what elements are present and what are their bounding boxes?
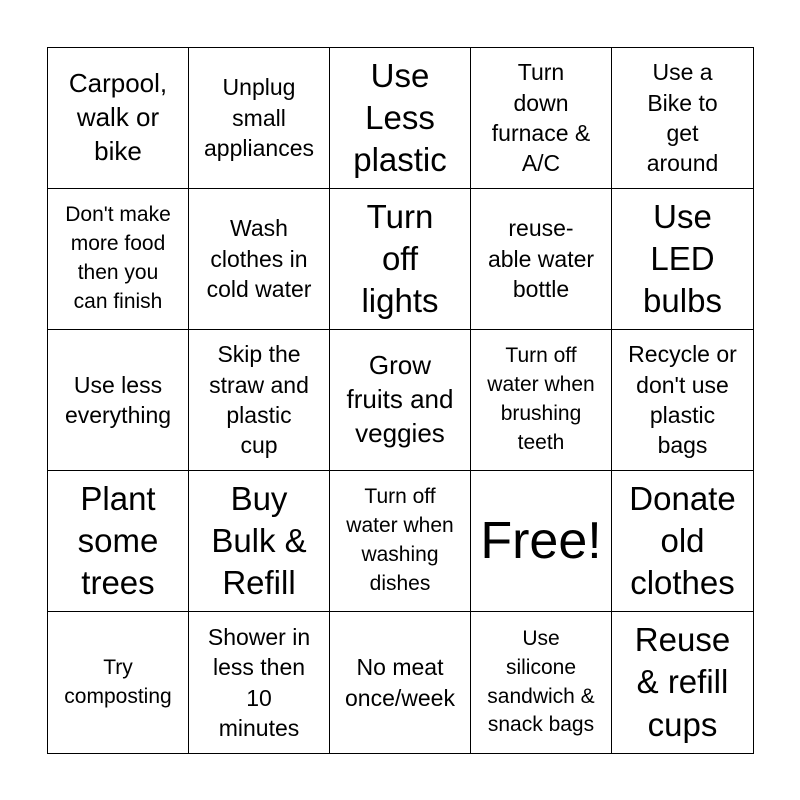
bingo-cell-text: Buy Bulk & Refill: [211, 479, 307, 602]
bingo-cell-text: Don't make more food then you can finish: [65, 203, 171, 313]
bingo-cell-text: Unplug small appliances: [204, 74, 314, 162]
bingo-cell-text: Plant some trees: [77, 479, 159, 602]
bingo-cell-text: reuse- able water bottle: [487, 215, 595, 303]
bingo-cell-text: Use less everything: [64, 371, 172, 428]
bingo-cell[interactable]: [471, 48, 612, 189]
bingo-cell[interactable]: [189, 189, 330, 330]
bingo-cell-text: Turn down furnace & A/C: [491, 59, 591, 177]
bingo-cell[interactable]: [330, 189, 471, 330]
bingo-cell-text: Donate old clothes: [629, 479, 736, 602]
bingo-cell[interactable]: [330, 330, 471, 471]
bingo-cell-text: Use Less plastic: [353, 56, 447, 179]
bingo-cell-text: Carpool, walk or bike: [68, 68, 168, 166]
bingo-cell-text: Use a Bike to get around: [646, 59, 719, 177]
bingo-cell[interactable]: [471, 330, 612, 471]
bingo-cell[interactable]: [189, 330, 330, 471]
bingo-cell[interactable]: [189, 48, 330, 189]
bingo-board: [47, 47, 754, 754]
bingo-cell-text: Skip the straw and plastic cup: [209, 341, 309, 459]
bingo-cell[interactable]: [471, 471, 612, 612]
bingo-cell[interactable]: [48, 48, 189, 189]
bingo-cell[interactable]: [189, 471, 330, 612]
bingo-cell-text: Turn off water when washing dishes: [346, 485, 454, 595]
bingo-cell-text: Use LED bulbs: [643, 197, 722, 320]
bingo-cell-text: Free!: [480, 512, 602, 570]
bingo-cell[interactable]: [471, 189, 612, 330]
bingo-cell-text: Shower in less then 10 minutes: [207, 623, 311, 741]
bingo-cell-text: Grow fruits and veggies: [346, 350, 454, 448]
bingo-cell-text: Reuse & refill cups: [634, 621, 731, 743]
bingo-cell-text: Recycle or don't use plastic bags: [628, 341, 737, 459]
bingo-cell[interactable]: [471, 612, 612, 753]
bingo-cell-text: Wash clothes in cold water: [206, 215, 312, 303]
bingo-cell[interactable]: [612, 48, 753, 189]
bingo-cell[interactable]: [612, 189, 753, 330]
bingo-cell[interactable]: [612, 612, 753, 753]
bingo-cell[interactable]: [612, 471, 753, 612]
bingo-cell-text: Use silicone sandwich & snack bags: [487, 626, 595, 737]
bingo-cell[interactable]: [612, 330, 753, 471]
bingo-cell-text: No meat once/week: [345, 654, 455, 711]
bingo-cell-text: Try composting: [64, 655, 172, 708]
bingo-cell[interactable]: [330, 471, 471, 612]
bingo-cell-text: Turn off lights: [361, 197, 439, 320]
bingo-cell[interactable]: [48, 612, 189, 753]
bingo-cell[interactable]: [189, 612, 330, 753]
bingo-cell[interactable]: [48, 330, 189, 471]
bingo-cell[interactable]: [330, 612, 471, 753]
bingo-cell-text: Turn off water when brushing teeth: [487, 344, 595, 454]
bingo-cell[interactable]: [330, 48, 471, 189]
bingo-cell[interactable]: [48, 471, 189, 612]
bingo-cell[interactable]: [48, 189, 189, 330]
